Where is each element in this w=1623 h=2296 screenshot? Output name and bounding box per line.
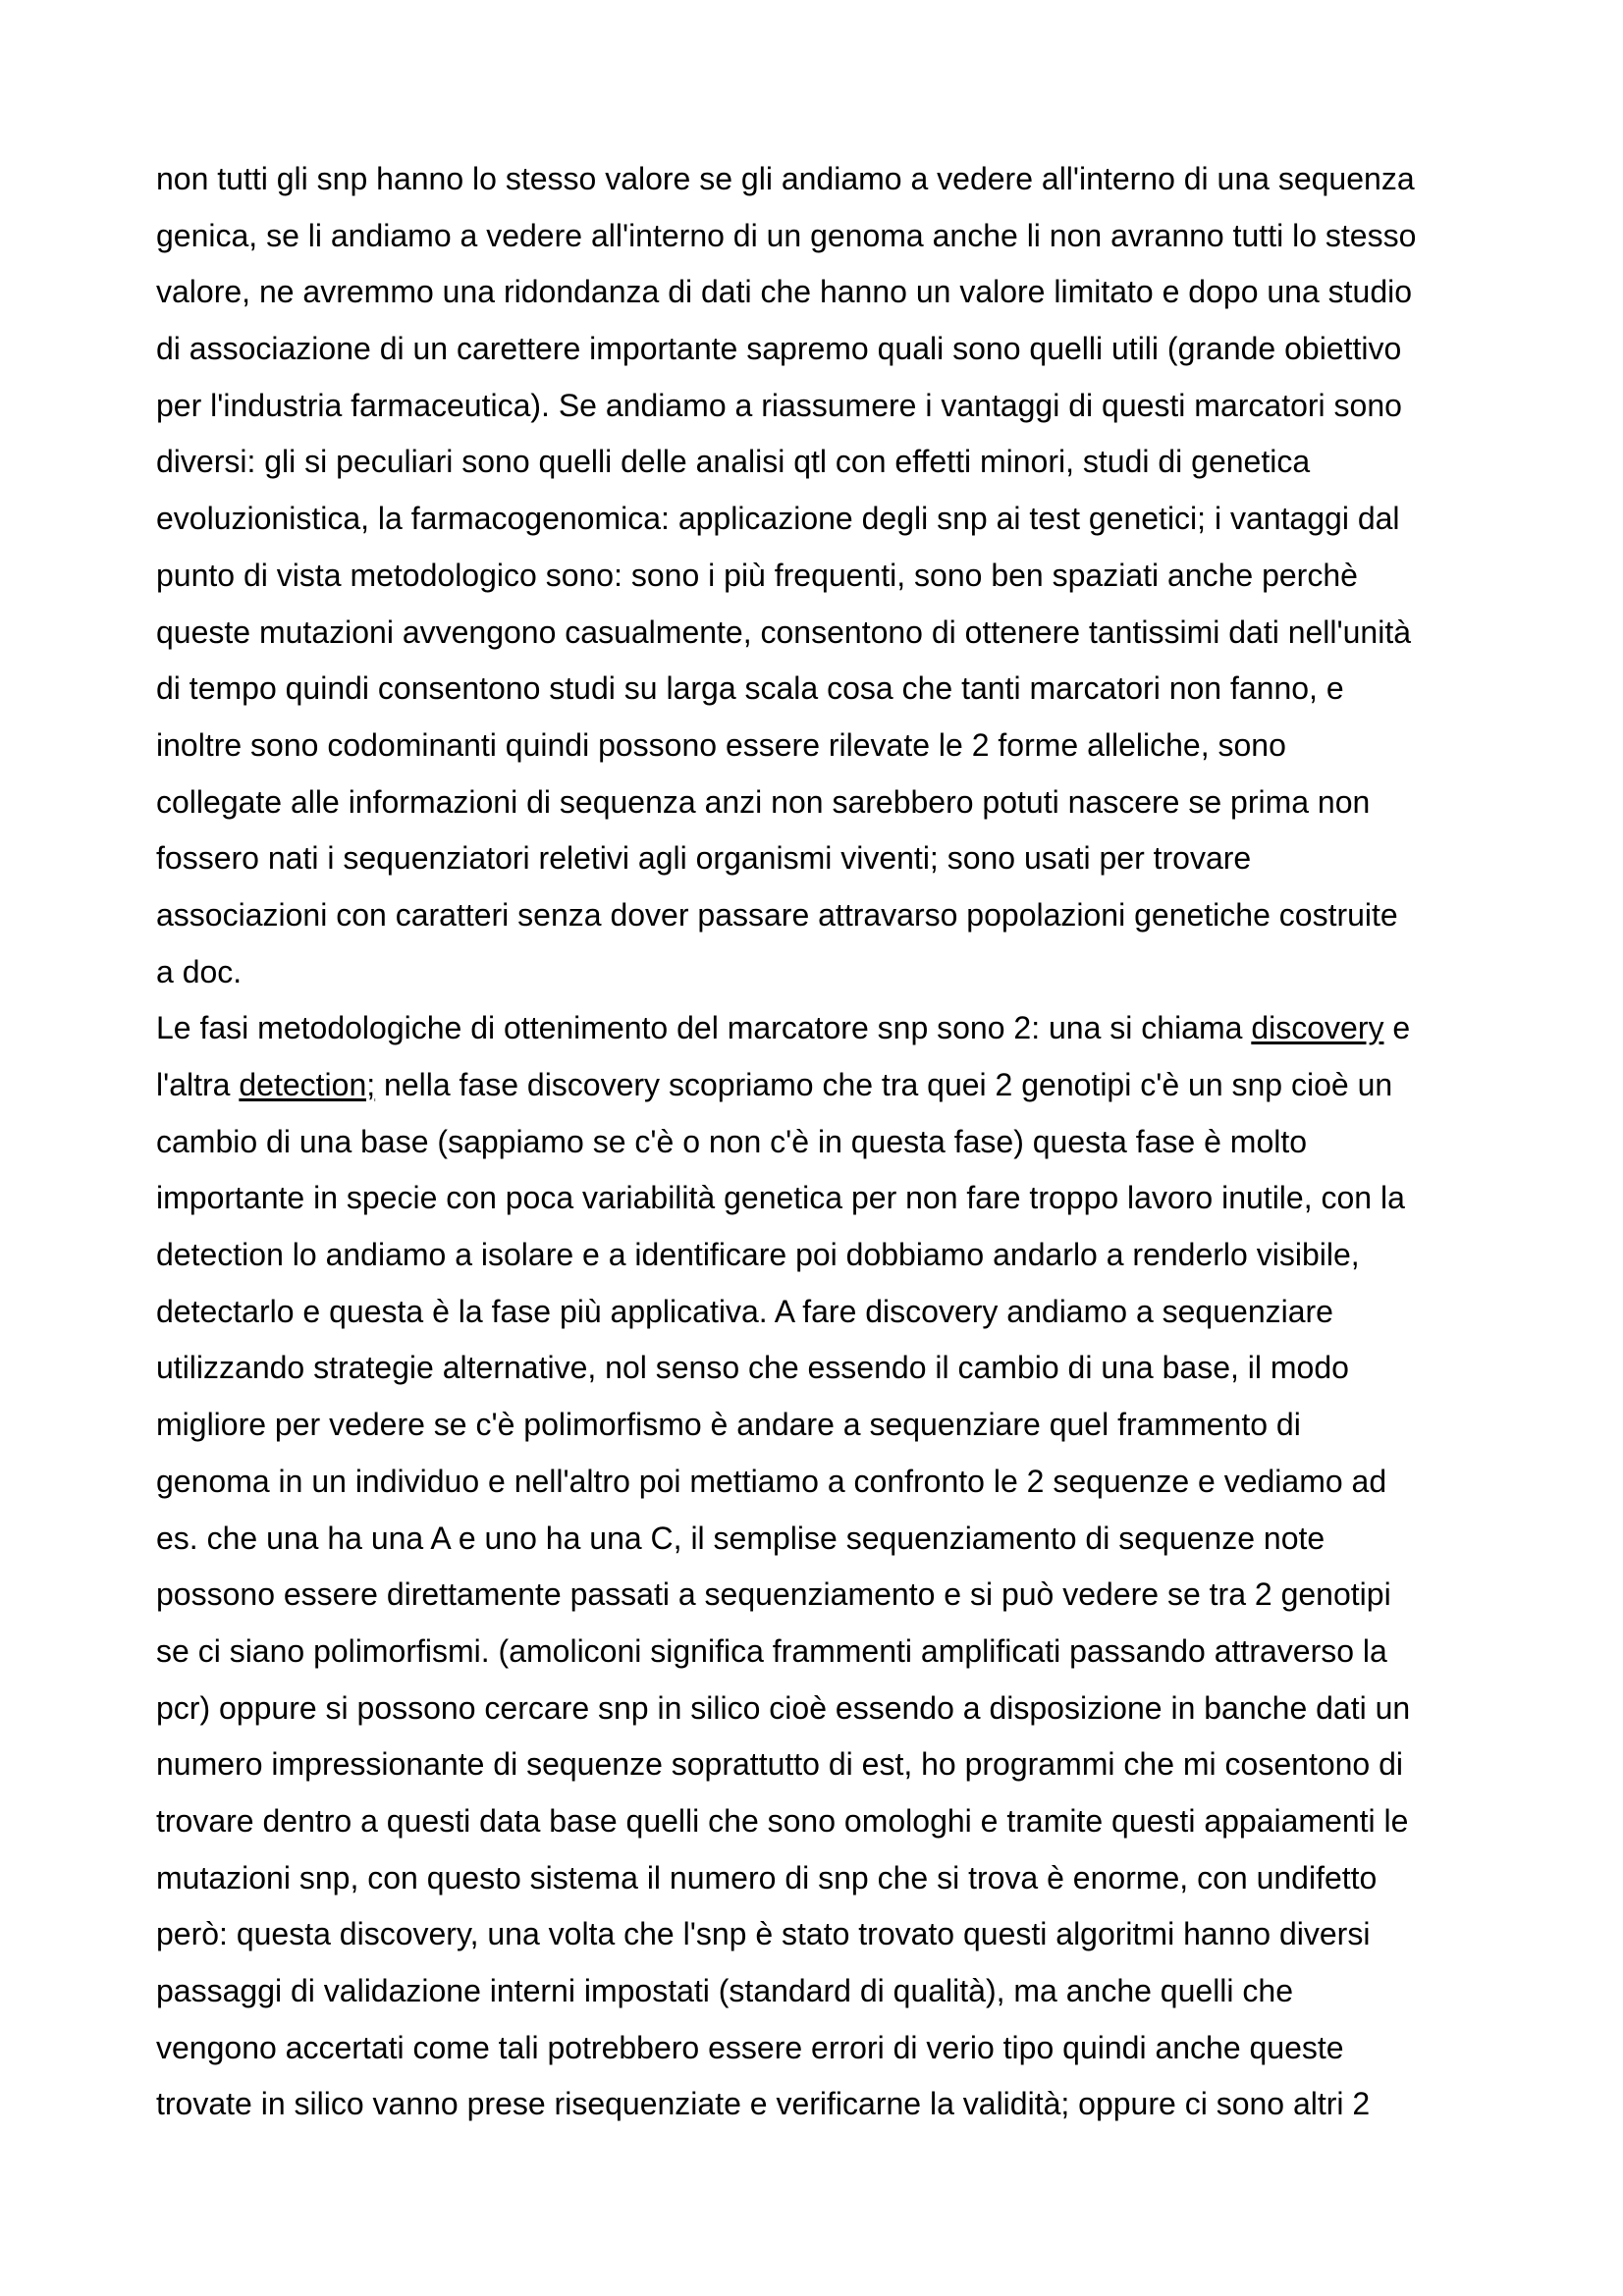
text-run: nella fase discovery scopriamo che tra quei 2 genotipi c'è un snp cioè un xyxy=(375,1067,1393,1102)
text-line: genica, se li andiamo a vedere all'interno di un genoma anche li non avranno tutti lo stesso xyxy=(156,217,1417,253)
text-line: cambio di una base (sappiamo se c'è o non c'è in questa fase) questa fase è molto xyxy=(156,1123,1308,1159)
text-line xyxy=(156,1000,1531,1057)
text-line: punto di vista metodologico sono: sono i più frequenti, sono ben spaziati anche perchè xyxy=(156,557,1358,593)
text-line: non tutti gli snp hanno lo stesso valore se gli andiamo a vedere all'interno di una sequenza xyxy=(156,161,1415,196)
paragraph-1 xyxy=(156,151,1531,1000)
text-line: però: questa discovery, una volta che l'snp è stato trovato questi algoritmi hanno diversi xyxy=(156,1916,1371,1952)
text-line: numero impressionante di sequenze soprattutto di est, ho programmi che mi cosentono di xyxy=(156,1746,1404,1783)
text-line: a doc. xyxy=(156,953,243,989)
text-line: utilizzando strategie alternative, nol senso che essendo il cambio di una base, il modo xyxy=(156,1350,1349,1386)
text-line: vengono accertati come tali potrebbero essere errori di verio tipo quindi anche queste xyxy=(156,2029,1344,2065)
text-line: associazioni con caratteri senza dover passare attravarso popolazioni genetiche costruite xyxy=(156,896,1398,933)
text-line: trovate in silico vanno prese risequenziate e verificarne la validità; oppure ci sono altri 2 xyxy=(156,2086,1371,2122)
text-line: collegate alle informazioni di sequenza anzi non sarebbero potuti nascere se prima non xyxy=(156,783,1371,820)
text-line: se ci siano polimorfismi. (amoliconi significa frammenti amplificati passando attraverso la xyxy=(156,1632,1387,1669)
term-discovery: discovery xyxy=(1251,1010,1384,1046)
text-line: trovare dentro a questi data base quelli che sono omologhi e tramite questi appaiamenti le xyxy=(156,1802,1409,1839)
text-line: mutazioni snp, con questo sistema il numero di snp che si trova è enorme, con undifetto xyxy=(156,1859,1378,1896)
paragraph-2-rest xyxy=(156,1114,1531,2133)
text-line: pcr) oppure si possono cercare snp in silico cioè essendo a disposizione in banche dati un xyxy=(156,1689,1411,1726)
text-line: queste mutazioni avvengono casualmente, consentono di ottenere tantissimi dati nell'unità xyxy=(156,614,1412,650)
text-line: es. che una ha una A e uno ha una C, il semplise sequenziamento di sequenze note xyxy=(156,1520,1325,1556)
text-line: importante in specie con poca variabilità genetica per non fare troppo lavoro inutile, con la xyxy=(156,1180,1405,1216)
paragraph-2 xyxy=(156,1000,1531,2133)
text-line: inoltre sono codominanti quindi possono essere rilevate le 2 forme alleliche, sono xyxy=(156,726,1286,763)
text-line: di tempo quindi consentono studi su larga scala cosa che tanti marcatori non fanno, e xyxy=(156,670,1344,707)
text-line: valore, ne avremmo una ridondanza di dati che hanno un valore limitato e dopo una studio xyxy=(156,274,1413,310)
text-line: evoluzionistica, la farmacogenomica: applicazione degli snp ai test genetici; i vantaggi dal xyxy=(156,501,1400,537)
text-line: di associazione di un carettere importante sapremo quali sono quelli utili (grande obiettivo xyxy=(156,331,1402,367)
text-line: fossero nati i sequenziatori reletivi agli organismi viventi; sono usati per trovare xyxy=(156,840,1252,877)
text-line: genoma in un individuo e nell'altro poi mettiamo a confronto le 2 sequenze e vediamo ad xyxy=(156,1463,1387,1499)
text-line: passaggi di validazione interni impostati (standard di qualità), ma anche quelli che xyxy=(156,1973,1293,2008)
text-run: e xyxy=(1383,1010,1411,1046)
text-line: possono essere direttamente passati a sequenziamento e si può vedere se tra 2 genotipi xyxy=(156,1576,1391,1613)
text-run: l'altra xyxy=(156,1067,240,1102)
term-detection: detection; xyxy=(239,1067,376,1102)
text-line: per l'industria farmaceutica). Se andiamo a riassumere i vantaggi di questi marcatori sono xyxy=(156,387,1402,423)
text-line xyxy=(156,1057,1531,1114)
text-line: migliore per vedere se c'è polimorfismo è andare a sequenziare quel frammento di xyxy=(156,1407,1301,1443)
body-text xyxy=(156,151,1531,2133)
text-line: diversi: gli si peculiari sono quelli delle analisi qtl con effetti minori, studi di genetica xyxy=(156,444,1311,480)
text-run: Le fasi metodologiche di ottenimento del marcatore snp sono 2: una si chiama xyxy=(156,1010,1252,1046)
text-line: detectarlo e questa è la fase più applicativa. A fare discovery andiamo a sequenziare xyxy=(156,1293,1333,1329)
text-line: detection lo andiamo a isolare e a identificare poi dobbiamo andarlo a renderlo visibile, xyxy=(156,1237,1360,1273)
